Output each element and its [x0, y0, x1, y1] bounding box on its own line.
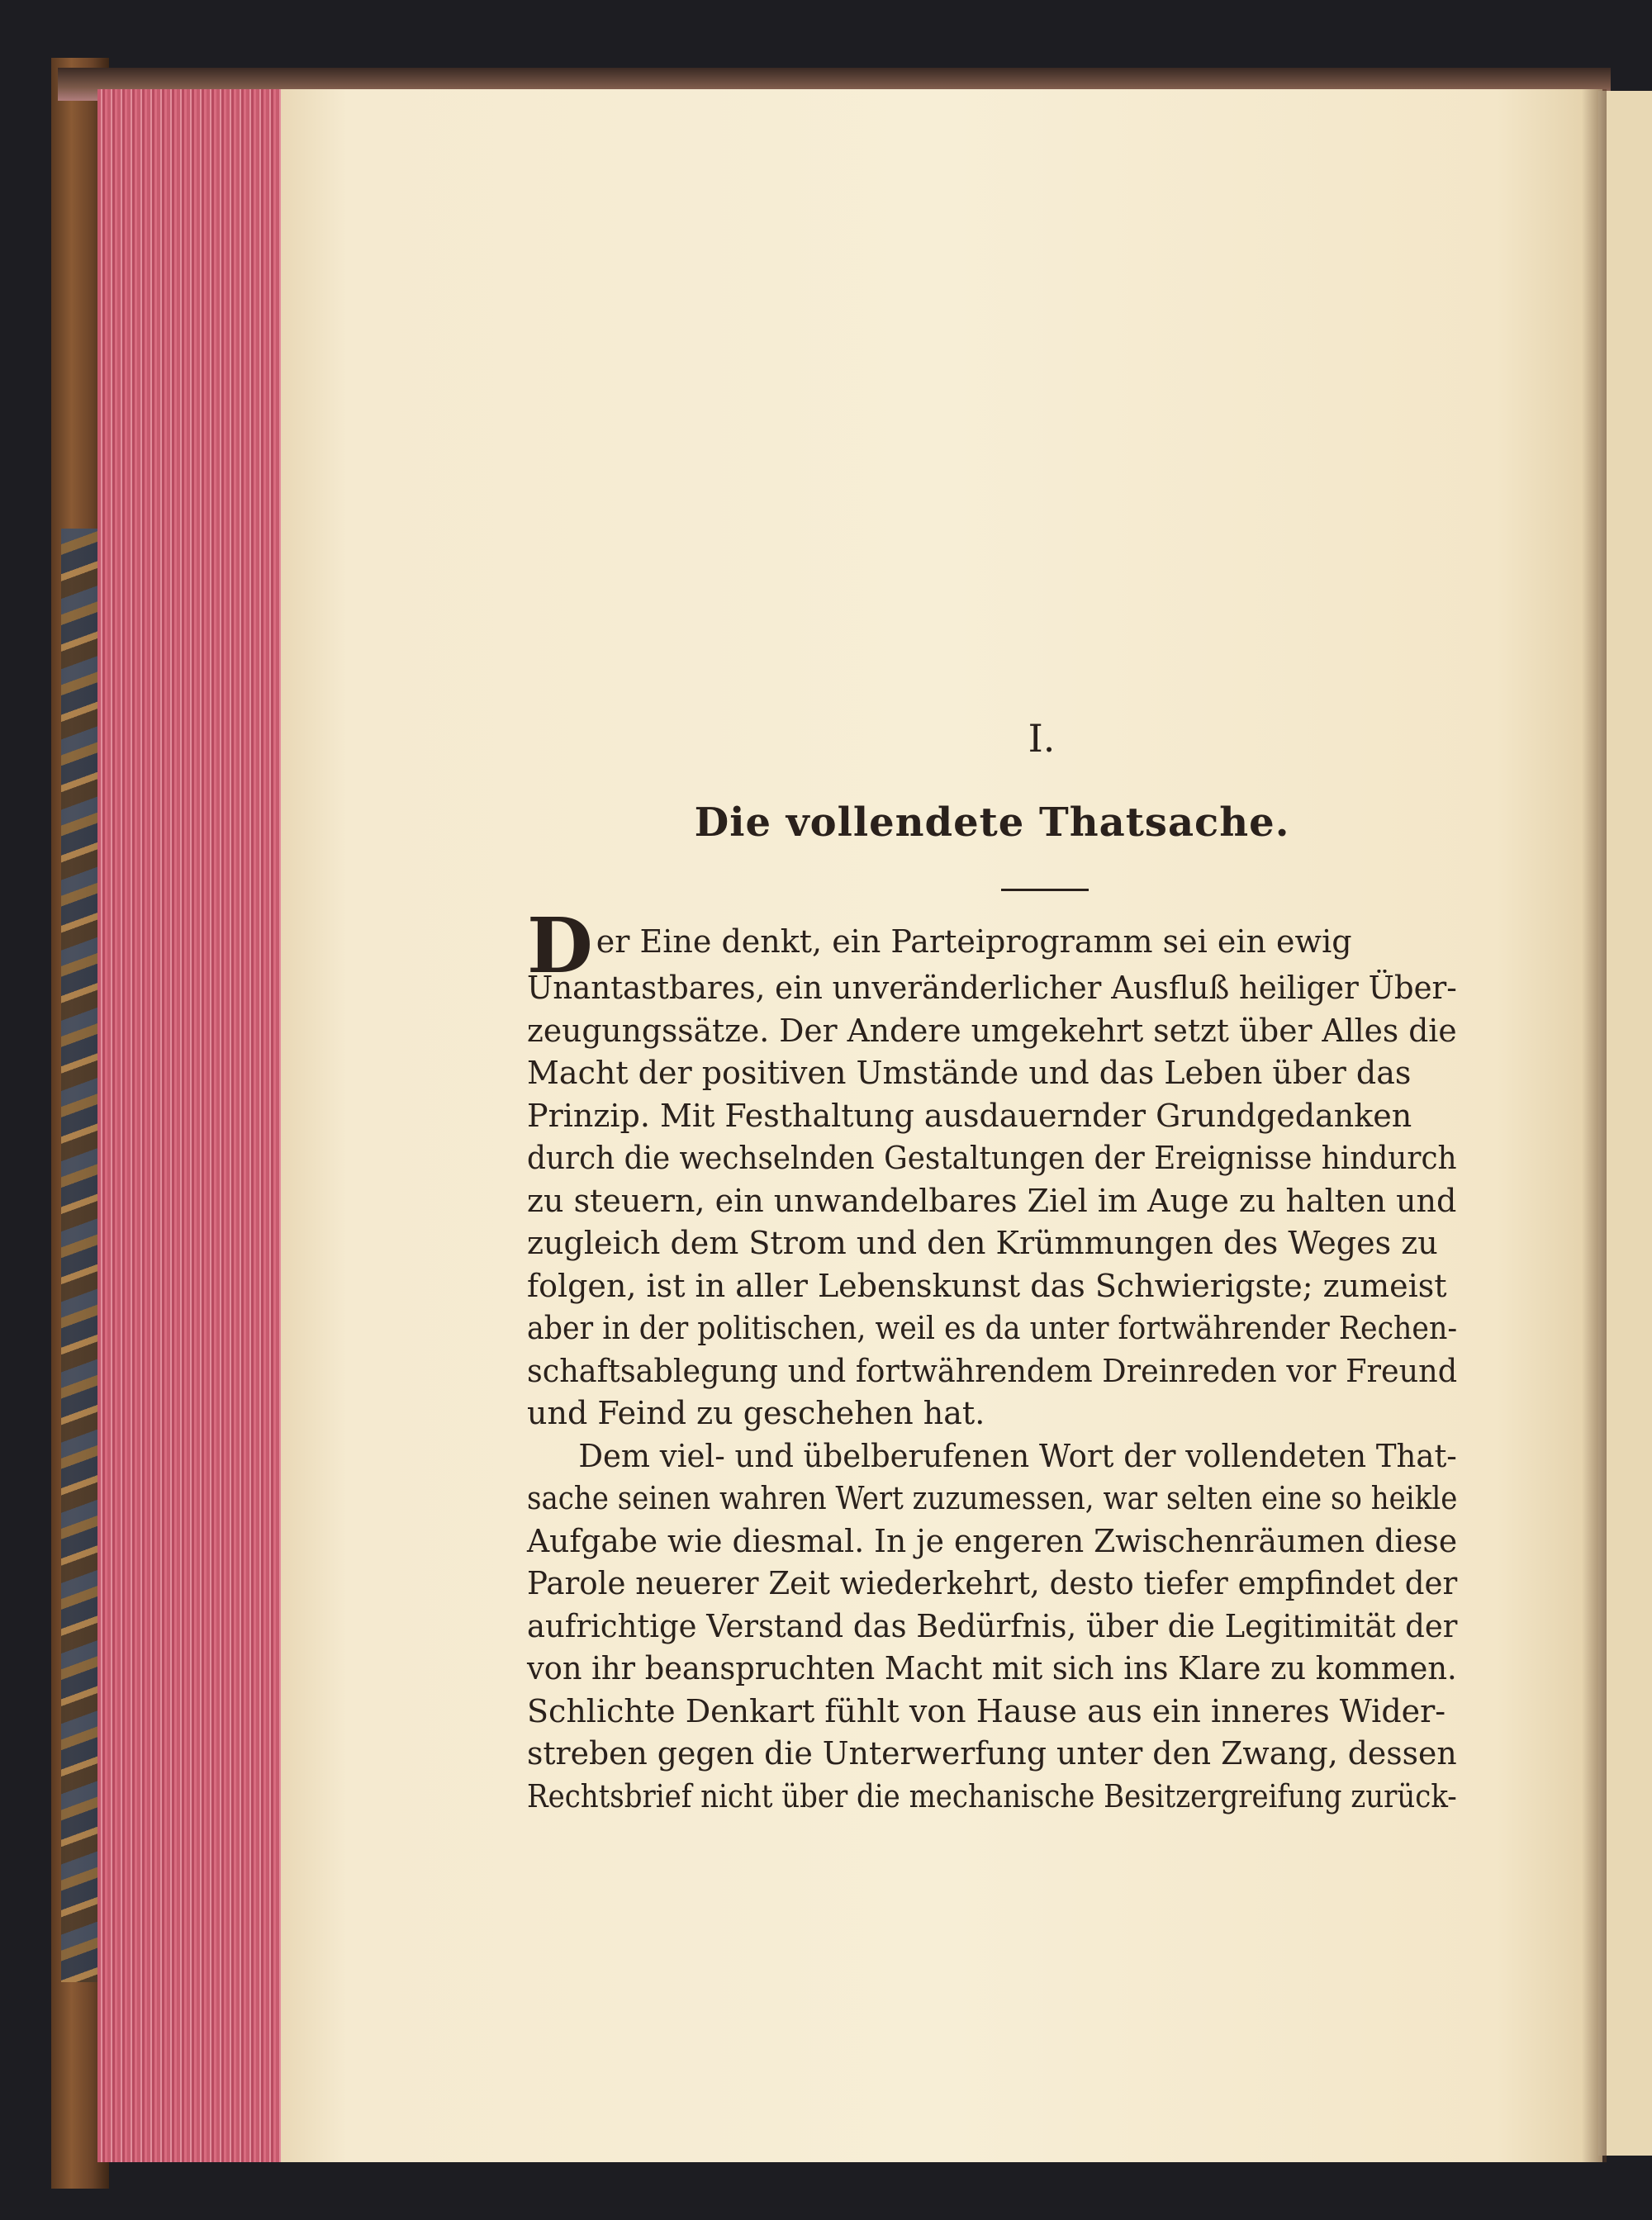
marbled-cover — [61, 529, 99, 1982]
text-line: Aufgabe wie diesmal. In je engeren Zwischenräumen diese — [527, 1522, 1458, 1559]
text-line: aufrichtige Verstand das Bedürfnis, über die Legitimität der — [527, 1607, 1458, 1644]
text-line: durch die wechselnden Gestaltungen der Ereignisse hindurch — [527, 1140, 1457, 1176]
text-line: schaftsablegung und fortwährendem Dreinreden vor Freund — [527, 1352, 1458, 1389]
chapter-numeral: I. — [1028, 716, 1056, 761]
text-line: Unantastbares, ein unveränderlicher Ausfluß heiliger Über- — [527, 970, 1457, 1006]
title-rule — [1001, 889, 1089, 891]
text-line: Dem viel- und übelberufenen Wort der vollendeten That- — [578, 1437, 1457, 1474]
text-line: und Feind zu geschehen hat. — [527, 1395, 985, 1431]
red-page-edges — [97, 89, 300, 2162]
text-line: Schlichte Denkart fühlt von Hause aus ein inneres Wider- — [527, 1692, 1446, 1729]
text-line: von ihr beanspruchten Macht mit sich ins Klare zu kommen. — [527, 1650, 1457, 1686]
paragraph-2 — [527, 1435, 1457, 1819]
page-text — [527, 714, 1457, 1818]
text-line: folgen, ist in aller Lebenskunst das Schwierigste; zumeist — [527, 1267, 1447, 1304]
text-line: zeugungssätze. Der Andere umgekehrt setzt über Alles die — [527, 1012, 1457, 1049]
text-line: Macht der positiven Umstände und das Leben über das — [527, 1055, 1412, 1091]
page-gutter-shadow — [1582, 89, 1607, 2162]
text-line: zugleich dem Strom und den Krümmungen des Weges zu — [527, 1225, 1438, 1261]
drop-cap: D — [527, 901, 593, 990]
paragraph-1 — [527, 901, 1458, 1435]
text-line: Prinzip. Mit Festhaltung ausdauernder Grundgedanken — [527, 1097, 1412, 1134]
text-line: aber in der politischen, weil es da unter fortwährender Rechen- — [527, 1310, 1458, 1346]
first-line-text: er Eine denkt, ein Parteiprogramm sei ein ewig — [596, 923, 1352, 960]
text-line: Rechtsbrief nicht über die mechanische Besitzergreifung zurück- — [527, 1777, 1457, 1814]
text-line: Parole neuerer Zeit wiederkehrt, desto tiefer empfindet der — [527, 1565, 1458, 1601]
chapter-title: Die vollendete Thatsache. — [694, 799, 1290, 846]
text-line: streben gegen die Unterwerfung unter den Zwang, dessen — [527, 1735, 1457, 1772]
text-line: sache seinen wahren Wert zuzumessen, war selten eine so heikle — [527, 1480, 1458, 1516]
text-line: zu steuern, ein unwandelbares Ziel im Auge zu halten und — [527, 1182, 1457, 1219]
